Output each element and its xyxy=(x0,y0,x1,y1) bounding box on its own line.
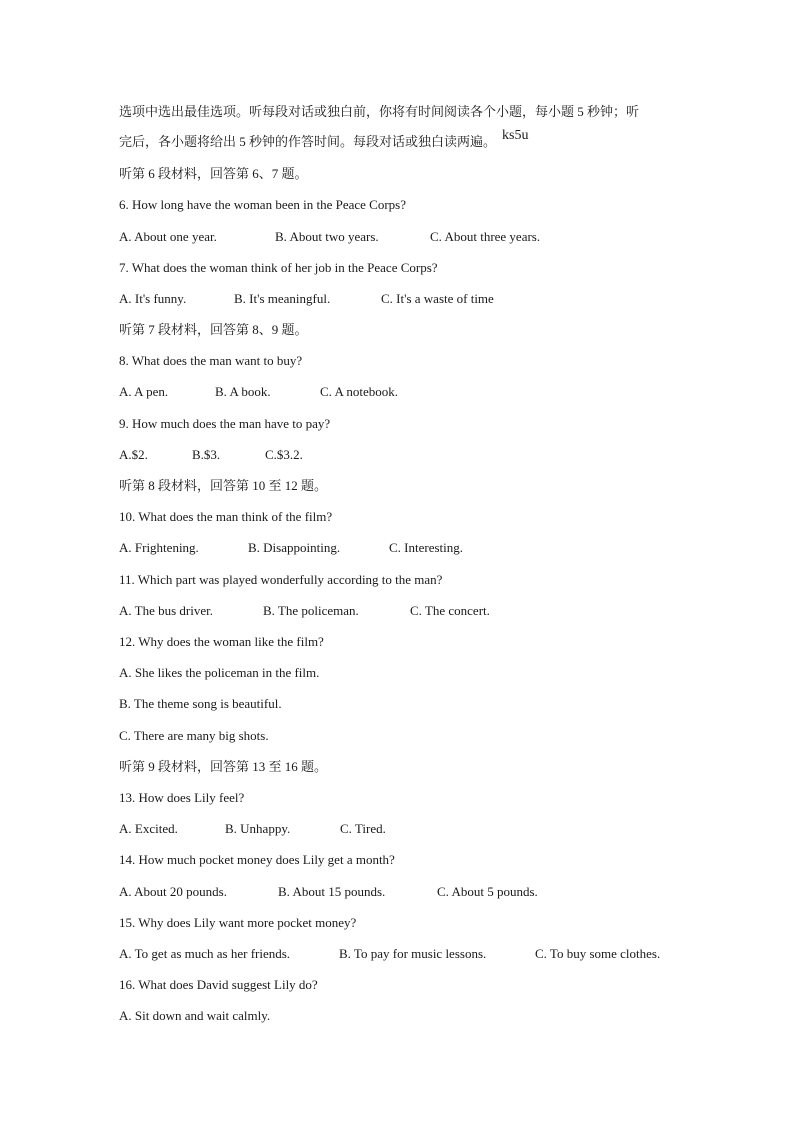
question-13-stem: 13. How does Lily feel? xyxy=(119,790,245,805)
question-11-options xyxy=(119,603,490,619)
question-13-options xyxy=(119,821,386,837)
intro-line-2-text: 完后，各小题将给出 5 秒钟的作答时间。每段对话或独白读两遍。 xyxy=(119,134,497,149)
option-a: A. About one year. xyxy=(119,229,217,244)
question-12-option-b: B. The theme song is beautiful. xyxy=(119,696,282,711)
question-15-stem: 15. Why does Lily want more pocket money? xyxy=(119,915,357,930)
question-12-stem: 12. Why does the woman like the film? xyxy=(119,634,324,649)
option-a: A.$2. xyxy=(119,447,148,462)
option-c: C. The concert. xyxy=(410,603,490,618)
option-c: C.$3.2. xyxy=(265,447,303,462)
question-12-option-a: A. She likes the policeman in the film. xyxy=(119,665,320,680)
question-6-options xyxy=(119,229,540,245)
option-c: C. It's a waste of time xyxy=(381,291,494,306)
section-heading-8: 听第 8 段材料，回答第 10 至 12 题。 xyxy=(119,478,328,493)
intro-line-1: 选项中选出最佳选项。听每段对话或独白前，你将有时间阅读各个小题，每小题 5 秒钟；听 xyxy=(119,104,640,119)
question-16-stem: 16. What does David suggest Lily do? xyxy=(119,977,318,992)
question-15-options xyxy=(119,946,660,962)
question-6-stem: 6. How long have the woman been in the Peace Corps? xyxy=(119,197,407,212)
question-8-stem: 8. What does the man want to buy? xyxy=(119,353,303,368)
option-b: B. Unhappy. xyxy=(225,821,291,836)
question-9-options xyxy=(119,447,303,463)
option-c: C. A notebook. xyxy=(320,384,399,399)
option-b: B. A book. xyxy=(215,384,271,399)
question-7-options xyxy=(119,291,494,307)
option-a: A. It's funny. xyxy=(119,291,187,306)
option-c: C. To buy some clothes. xyxy=(535,946,661,961)
option-b: B. About 15 pounds. xyxy=(278,884,386,899)
intro-line-2 xyxy=(119,128,529,151)
option-c: C. Tired. xyxy=(340,821,386,836)
question-12-option-c: C. There are many big shots. xyxy=(119,728,269,743)
question-7-stem: 7. What does the woman think of her job in the Peace Corps? xyxy=(119,260,438,275)
source-mark: ks5u xyxy=(502,128,529,143)
option-c: C. About three years. xyxy=(430,229,541,244)
option-a: A. Excited. xyxy=(119,821,178,836)
option-b: B. Disappointing. xyxy=(248,540,341,555)
section-heading-6: 听第 6 段材料，回答第 6、7 题。 xyxy=(119,166,308,181)
option-b: B. About two years. xyxy=(275,229,379,244)
section-heading-7: 听第 7 段材料，回答第 8、9 题。 xyxy=(119,322,308,337)
option-a: A. The bus driver. xyxy=(119,603,213,618)
option-b: B. It's meaningful. xyxy=(234,291,331,306)
question-11-stem: 11. Which part was played wonderfully according to the man? xyxy=(119,572,443,587)
question-14-options xyxy=(119,884,538,900)
option-a: A. About 20 pounds. xyxy=(119,884,227,899)
question-14-stem: 14. How much pocket money does Lily get a month? xyxy=(119,852,395,867)
option-a: A. To get as much as her friends. xyxy=(119,946,291,961)
question-10-stem: 10. What does the man think of the film? xyxy=(119,509,333,524)
option-a: A. A pen. xyxy=(119,384,169,399)
question-9-stem: 9. How much does the man have to pay? xyxy=(119,416,331,431)
option-c: C. Interesting. xyxy=(389,540,464,555)
section-heading-9: 听第 9 段材料，回答第 13 至 16 题。 xyxy=(119,759,328,774)
question-8-options xyxy=(119,384,398,400)
option-a: A. Frightening. xyxy=(119,540,199,555)
option-b: B.$3. xyxy=(192,447,221,462)
option-b: B. The policeman. xyxy=(263,603,359,618)
question-10-options xyxy=(119,540,463,556)
option-b: B. To pay for music lessons. xyxy=(339,946,487,961)
question-16-option-a: A. Sit down and wait calmly. xyxy=(119,1008,271,1023)
option-c: C. About 5 pounds. xyxy=(437,884,538,899)
